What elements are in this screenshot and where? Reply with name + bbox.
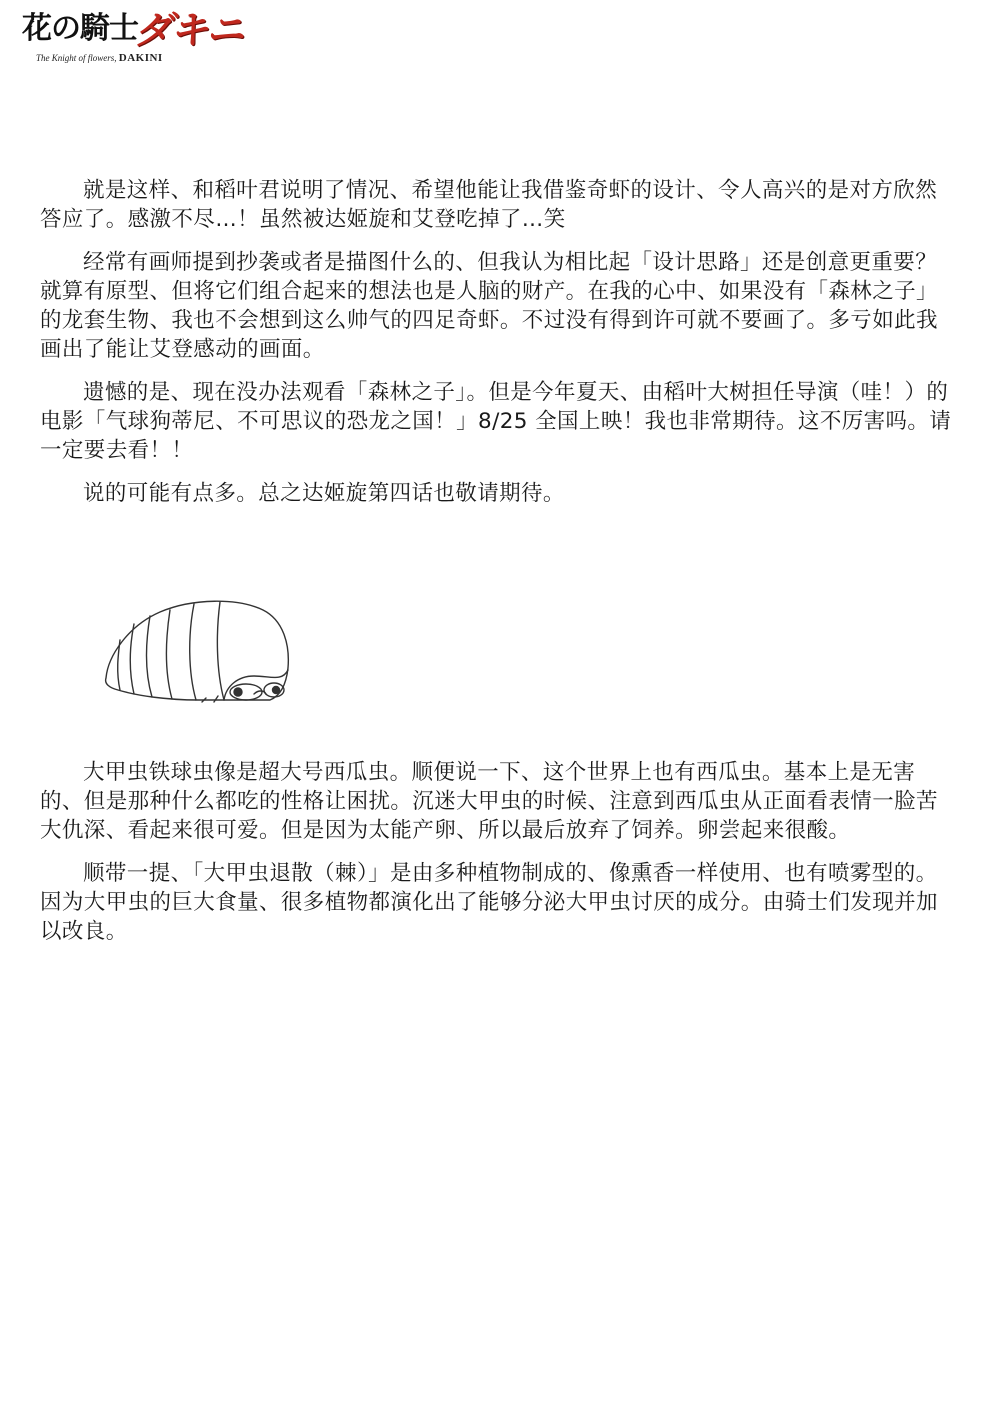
- bug-notes: [40, 758, 955, 960]
- note-paragraph-4: 说的可能有点多。总之达姬旋第四话也敬请期待。: [83, 481, 565, 506]
- bug-note-paragraph-1: 大甲虫铁球虫像是超大号西瓜虫。顺便说一下、这个世界上也有西瓜虫。基本上是无害的、但是那种什么都吃的性格让困扰。沉迷大甲虫的时候、注意到西瓜虫从正面看表情一脸苦大仇深、看起来很可爱。但是因为太能产卵、所以最后放弃了饲养。卵尝起来很酸。: [40, 760, 938, 843]
- logo-subtitle-en-bold: DAKINI: [118, 52, 163, 64]
- note-paragraph-1: 就是这样、和稻叶君说明了情况、希望他能让我借鉴奇虾的设计、令人高兴的是对方欣然答应了。感激不尽…！虽然被达姬旋和艾登吃掉了…笑: [40, 178, 938, 232]
- note-paragraph-3: 遗憾的是、现在没办法观看「森林之子」。但是今年夏天、由稻叶大树担任导演（哇！）的电影「气球狗蒂尼、不可思议的恐龙之国！」8/25 全国上映！我也非常期待。这不厉害吗。请一定要去看！！: [40, 380, 952, 463]
- pill-bug-sketch-icon: [98, 596, 298, 716]
- logo-title-jp: 花の騎士: [22, 11, 138, 46]
- logo-subtitle-en: [36, 52, 163, 64]
- bug-note-paragraph-2: 顺带一提、「大甲虫退散（棘）」是由多种植物制成的、像熏香一样使用、也有喷雾型的。因为大甲虫的巨大食量、很多植物都演化出了能够分泌大甲虫讨厌的成分。由骑士们发现并加以改良。: [40, 861, 938, 944]
- logo-title-kana: ダキニ: [134, 8, 243, 52]
- series-logo: [22, 8, 262, 72]
- logo-subtitle-en-text: The Knight of flowers,: [36, 53, 117, 63]
- afterword-notes: [40, 176, 955, 522]
- note-paragraph-2: 经常有画师提到抄袭或者是描图什么的、但我认为相比起「设计思路」还是创意更重要？就算有原型、但将它们组合起来的想法也是人脑的财产。在我的心中、如果没有「森林之子」的龙套生物、我也不会想到这么帅气的四足奇虾。不过没有得到许可就不要画了。多亏如此我画出了能让艾登感动的画面。: [40, 250, 938, 362]
